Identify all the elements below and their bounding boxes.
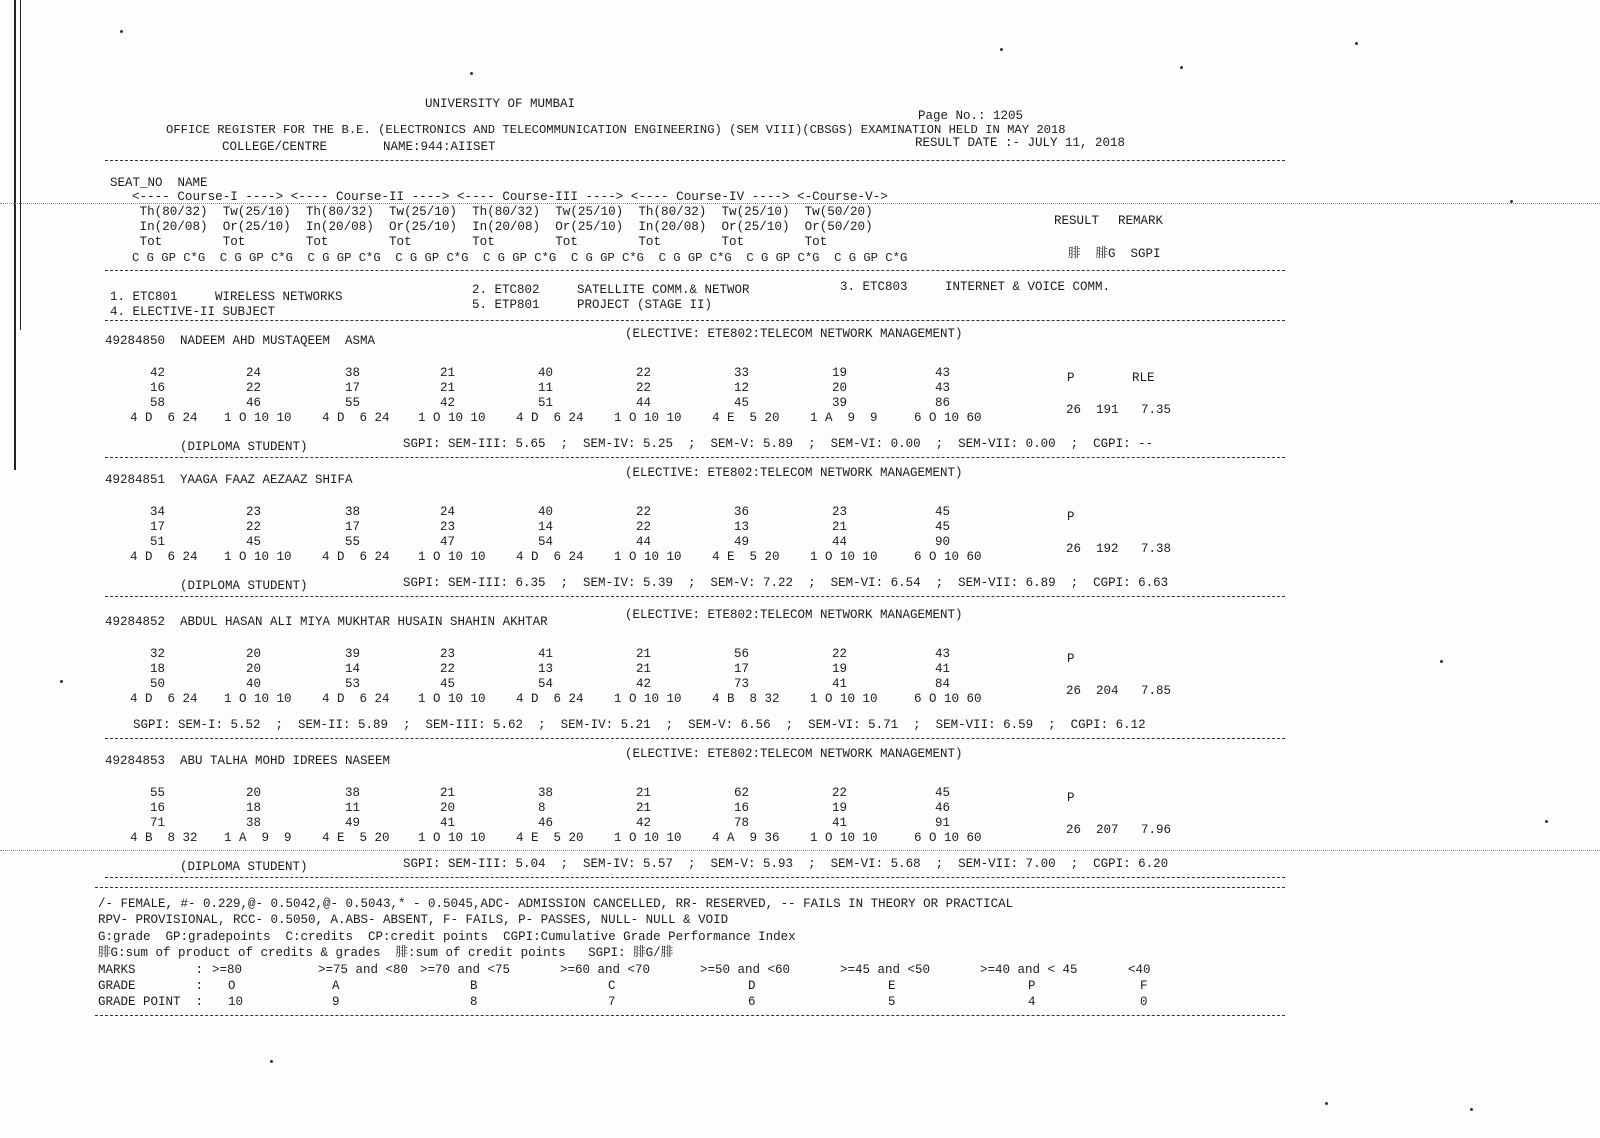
- mark-cell: 91: [935, 816, 951, 830]
- mark-cell: 34: [150, 505, 166, 519]
- grade-cell: 1 O 10 10: [614, 692, 682, 706]
- mark-cell: 20: [246, 647, 262, 661]
- grade-cell: 6 O 10 60: [914, 411, 982, 425]
- scan-speck: [1470, 1108, 1473, 1111]
- mark-cell: 17: [734, 662, 750, 676]
- mark-cell: 21: [832, 520, 848, 534]
- mark-cell: 62: [734, 786, 750, 800]
- mark-cell: 19: [832, 662, 848, 676]
- college-name: NAME:944:AIISET: [383, 140, 496, 154]
- legend-marks-cell: >=70 and <75: [420, 963, 511, 977]
- student-sgpi: SGPI: SEM-I: 5.52 ; SEM-II: 5.89 ; SEM-III: 5.62 ; SEM-IV: 5.21 ; SEM-V: 6.56 ; SEM-VI: 5.71 ; SEM-VII: 6.59 ; CGPI: 6.12: [133, 718, 1146, 732]
- mark-cell: 40: [538, 505, 554, 519]
- grade-cell: 1 O 10 10: [614, 411, 682, 425]
- student-seat-name: 49284851 YAAGA FAAZ AEZAAZ SHIFA: [105, 473, 353, 487]
- mark-cell: 84: [935, 677, 951, 691]
- scan-speck: [1180, 66, 1183, 69]
- sum-header: 腓 腓G SGPI: [1068, 247, 1161, 261]
- seat-name-header: SEAT_NO NAME: [110, 176, 208, 190]
- legend-grades-cell: P: [1028, 979, 1036, 993]
- remark-header: REMARK: [1118, 214, 1164, 228]
- mark-cell: 49: [345, 816, 361, 830]
- legend-grades-cell: D: [748, 979, 756, 993]
- legend-grades-cell: E: [888, 979, 896, 993]
- mark-cell: 45: [246, 535, 262, 549]
- grade-cell: 1 A 9 9: [224, 831, 292, 845]
- mark-cell: 19: [832, 366, 848, 380]
- legend-points-cell: 10: [228, 995, 244, 1009]
- mark-cell: 21: [440, 366, 456, 380]
- legend-points-cell: 4: [1028, 995, 1036, 1009]
- mark-cell: 40: [538, 366, 554, 380]
- mark-cell: 90: [935, 535, 951, 549]
- column-header-row-3: Tot Tot Tot Tot Tot Tot Tot Tot Tot: [132, 235, 828, 249]
- mark-cell: 42: [636, 677, 652, 691]
- mark-cell: 20: [440, 801, 456, 815]
- grade-cell: 4 D 6 24: [130, 411, 198, 425]
- mark-cell: 50: [150, 677, 166, 691]
- legend-points-cell: 0: [1140, 995, 1148, 1009]
- scan-speck: [270, 1060, 273, 1063]
- subject-5: 5. ETP801 PROJECT (STAGE II): [472, 298, 713, 312]
- mark-cell: 36: [734, 505, 750, 519]
- mark-cell: 46: [935, 801, 951, 815]
- grade-cell: 1 O 10 10: [810, 550, 878, 564]
- mark-cell: 24: [246, 366, 262, 380]
- mark-cell: 86: [935, 396, 951, 410]
- mark-cell: 51: [538, 396, 554, 410]
- grade-cell: 1 O 10 10: [810, 831, 878, 845]
- mark-cell: 21: [636, 647, 652, 661]
- mark-cell: 22: [440, 662, 456, 676]
- mark-cell: 16: [150, 801, 166, 815]
- mark-cell: 44: [636, 535, 652, 549]
- student-type: (DIPLOMA STUDENT): [180, 579, 308, 593]
- grade-cell: 1 O 10 10: [418, 831, 486, 845]
- student-elective: (ELECTIVE: ETE802:TELECOM NETWORK MANAGEMENT): [625, 747, 963, 761]
- student-totals: 26 191 7.35: [1066, 403, 1172, 417]
- mark-cell: 22: [832, 786, 848, 800]
- mark-cell: 21: [636, 801, 652, 815]
- scan-speck: [470, 72, 473, 75]
- legend-grades-cell: B: [470, 979, 478, 993]
- mark-cell: 21: [440, 786, 456, 800]
- page-number: Page No.: 1205: [918, 109, 1024, 123]
- grade-cell: 4 B 8 32: [712, 692, 780, 706]
- grade-cell: 1 O 10 10: [418, 550, 486, 564]
- student-seat-name: 49284853 ABU TALHA MOHD IDREES NASEEM: [105, 754, 391, 768]
- mark-cell: 45: [935, 505, 951, 519]
- mark-cell: 33: [734, 366, 750, 380]
- subject-1: 1. ETC801 WIRELESS NETWORKS: [110, 290, 343, 304]
- legend-grades-cell: F: [1140, 979, 1148, 993]
- grade-cell: 4 D 6 24: [322, 692, 390, 706]
- divider: [105, 877, 1285, 878]
- legend-marks-cell: >=50 and <60: [700, 963, 791, 977]
- mark-cell: 42: [636, 816, 652, 830]
- mark-cell: 24: [440, 505, 456, 519]
- mark-cell: 47: [440, 535, 456, 549]
- mark-cell: 55: [345, 396, 361, 410]
- mark-cell: 42: [440, 396, 456, 410]
- mark-cell: 22: [636, 505, 652, 519]
- grade-cell: 1 O 10 10: [224, 411, 292, 425]
- grade-cell: 1 O 10 10: [614, 831, 682, 845]
- legend-marks-cell: <40: [1128, 963, 1151, 977]
- grade-cell: 4 D 6 24: [130, 692, 198, 706]
- university-title: UNIVERSITY OF MUMBAI: [425, 97, 576, 111]
- scan-edge-line: [14, 0, 16, 470]
- mark-cell: 78: [734, 816, 750, 830]
- legend-points-cell: 8: [470, 995, 478, 1009]
- grade-cell: 6 O 10 60: [914, 692, 982, 706]
- mark-cell: 45: [935, 520, 951, 534]
- mark-cell: 21: [636, 662, 652, 676]
- mark-cell: 56: [734, 647, 750, 661]
- mark-cell: 41: [440, 816, 456, 830]
- mark-cell: 22: [636, 366, 652, 380]
- mark-cell: 11: [345, 801, 361, 815]
- divider: [95, 887, 1285, 888]
- student-remark: RLE: [1132, 371, 1155, 385]
- mark-cell: 51: [150, 535, 166, 549]
- divider: [105, 457, 1285, 458]
- student-seat-name: 49284850 NADEEM AHD MUSTAQEEM ASMA: [105, 334, 376, 348]
- column-header-row-2: In(20/08) Or(25/10) In(20/08) Or(25/10) In(20/08) Or(25/10) In(20/08) Or(25/10) Or(50/20): [132, 220, 873, 234]
- mark-cell: 38: [345, 505, 361, 519]
- mark-cell: 18: [150, 662, 166, 676]
- grade-cell: 4 B 8 32: [130, 831, 198, 845]
- grade-cell: 4 D 6 24: [322, 550, 390, 564]
- student-totals: 26 204 7.85: [1066, 684, 1172, 698]
- mark-cell: 39: [345, 647, 361, 661]
- mark-cell: 22: [636, 520, 652, 534]
- student-elective: (ELECTIVE: ETE802:TELECOM NETWORK MANAGEMENT): [625, 608, 963, 622]
- legend-points-cell: 7: [608, 995, 616, 1009]
- scan-speck: [1510, 200, 1513, 203]
- mark-cell: 38: [345, 786, 361, 800]
- grade-cell: 1 O 10 10: [418, 411, 486, 425]
- grade-cell: 4 A 9 36: [712, 831, 780, 845]
- student-seat-name: 49284852 ABDUL HASAN ALI MIYA MUKHTAR HUSAIN SHAHIN AKHTAR: [105, 615, 548, 629]
- mark-cell: 73: [734, 677, 750, 691]
- mark-cell: 22: [636, 381, 652, 395]
- subject-4: 4. ELECTIVE-II SUBJECT: [110, 305, 276, 319]
- mark-cell: 42: [150, 366, 166, 380]
- mark-cell: 22: [246, 381, 262, 395]
- grade-cell: 4 D 6 24: [516, 692, 584, 706]
- mark-cell: 44: [636, 396, 652, 410]
- grade-cell: 4 D 6 24: [130, 550, 198, 564]
- result-date: RESULT DATE :- JULY 11, 2018: [915, 136, 1126, 150]
- grade-cell: 1 O 10 10: [614, 550, 682, 564]
- grade-cell: 4 D 6 24: [516, 550, 584, 564]
- column-header-row-4: C G GP C*G C G GP C*G C G GP C*G C G GP C*G C G GP C*G C G GP C*G C G GP C*G C G GP C*G C G GP C*G: [132, 251, 908, 265]
- legend-marks-cell: >=60 and <70: [560, 963, 651, 977]
- mark-cell: 20: [832, 381, 848, 395]
- grade-point-label: GRADE POINT :: [98, 995, 204, 1009]
- student-totals: 26 192 7.38: [1066, 542, 1172, 556]
- scan-speck: [1000, 48, 1003, 51]
- mark-cell: 54: [538, 535, 554, 549]
- legend-grades-cell: C: [608, 979, 616, 993]
- mark-cell: 16: [734, 801, 750, 815]
- scan-edge-line: [20, 0, 21, 330]
- legend-marks-cell: >=75 and <80: [318, 963, 409, 977]
- mark-cell: 41: [538, 647, 554, 661]
- mark-cell: 45: [734, 396, 750, 410]
- scan-speck: [1440, 660, 1443, 663]
- mark-cell: 16: [150, 381, 166, 395]
- grade-cell: 4 E 5 20: [712, 550, 780, 564]
- grade-cell: 4 D 6 24: [322, 411, 390, 425]
- mark-cell: 20: [246, 662, 262, 676]
- student-type: (DIPLOMA STUDENT): [180, 440, 308, 454]
- legend-grades-cell: O: [228, 979, 236, 993]
- mark-cell: 20: [246, 786, 262, 800]
- mark-cell: 44: [832, 535, 848, 549]
- mark-cell: 22: [246, 520, 262, 534]
- marks-label: MARKS :: [98, 963, 204, 977]
- legend-points-cell: 5: [888, 995, 896, 1009]
- mark-cell: 46: [246, 396, 262, 410]
- grade-cell: 1 O 10 10: [810, 692, 878, 706]
- student-result: P: [1067, 371, 1075, 385]
- mark-cell: 40: [246, 677, 262, 691]
- grade-cell: 1 O 10 10: [418, 692, 486, 706]
- mark-cell: 55: [345, 535, 361, 549]
- mark-cell: 14: [345, 662, 361, 676]
- student-sgpi: SGPI: SEM-III: 5.65 ; SEM-IV: 5.25 ; SEM-V: 5.89 ; SEM-VI: 0.00 ; SEM-VII: 0.00 ; CGPI: --: [403, 437, 1154, 451]
- mark-cell: 17: [345, 520, 361, 534]
- divider: [105, 738, 1285, 739]
- mark-cell: 45: [440, 677, 456, 691]
- mark-cell: 46: [538, 816, 554, 830]
- scan-speck: [120, 30, 123, 33]
- scan-speck: [1325, 1102, 1328, 1105]
- register-title: OFFICE REGISTER FOR THE B.E. (ELECTRONICS AND TELECOMMUNICATION ENGINEERING) (SEM VIII)(CBSGS) EXAMINATION HELD IN MAY 2018: [166, 123, 1066, 137]
- mark-cell: 55: [150, 786, 166, 800]
- legend-grades-cell: A: [332, 979, 340, 993]
- scan-speck: [1545, 820, 1548, 823]
- scan-speck: [60, 680, 63, 683]
- mark-cell: 17: [150, 520, 166, 534]
- mark-cell: 13: [538, 662, 554, 676]
- grade-cell: 6 O 10 60: [914, 550, 982, 564]
- divider: [105, 596, 1285, 597]
- mark-cell: 23: [440, 647, 456, 661]
- result-header: RESULT: [1054, 214, 1100, 228]
- scan-artifact-line: [0, 850, 1600, 851]
- mark-cell: 22: [832, 647, 848, 661]
- mark-cell: 38: [538, 786, 554, 800]
- divider: [105, 270, 1285, 271]
- mark-cell: 21: [440, 381, 456, 395]
- legend-line-2: RPV- PROVISIONAL, RCC- 0.5050, A.ABS- ABSENT, F- FAILS, P- PASSES, NULL- NULL & VOID: [98, 913, 729, 927]
- grade-cell: 1 O 10 10: [224, 692, 292, 706]
- grade-label: GRADE :: [98, 979, 204, 993]
- mark-cell: 14: [538, 520, 554, 534]
- mark-cell: 23: [832, 505, 848, 519]
- mark-cell: 21: [636, 786, 652, 800]
- legend-points-cell: 6: [748, 995, 756, 1009]
- mark-cell: 49: [734, 535, 750, 549]
- grade-cell: 1 O 10 10: [224, 550, 292, 564]
- mark-cell: 38: [345, 366, 361, 380]
- student-elective: (ELECTIVE: ETE802:TELECOM NETWORK MANAGEMENT): [625, 327, 963, 341]
- student-result: P: [1067, 510, 1075, 524]
- college-label: COLLEGE/CENTRE: [222, 140, 328, 154]
- mark-cell: 41: [832, 816, 848, 830]
- student-type: (DIPLOMA STUDENT): [180, 860, 308, 874]
- mark-cell: 43: [935, 381, 951, 395]
- legend-marks-cell: >=40 and < 45: [980, 963, 1078, 977]
- mark-cell: 38: [246, 816, 262, 830]
- student-sgpi: SGPI: SEM-III: 5.04 ; SEM-IV: 5.57 ; SEM-V: 5.93 ; SEM-VI: 5.68 ; SEM-VII: 7.00 ; CGPI: 6.20: [403, 857, 1169, 871]
- subject-2: 2. ETC802 SATELLITE COMM.& NETWOR: [472, 283, 750, 297]
- mark-cell: 39: [832, 396, 848, 410]
- scan-speck: [1355, 42, 1358, 45]
- mark-cell: 32: [150, 647, 166, 661]
- legend-points-cell: 9: [332, 995, 340, 1009]
- mark-cell: 17: [345, 381, 361, 395]
- grade-cell: 4 E 5 20: [322, 831, 390, 845]
- mark-cell: 43: [935, 366, 951, 380]
- grade-cell: 4 D 6 24: [516, 411, 584, 425]
- mark-cell: 23: [246, 505, 262, 519]
- mark-cell: 11: [538, 381, 554, 395]
- divider: [105, 320, 1285, 321]
- mark-cell: 54: [538, 677, 554, 691]
- mark-cell: 23: [440, 520, 456, 534]
- legend-marks-cell: >=80: [212, 963, 243, 977]
- mark-cell: 71: [150, 816, 166, 830]
- mark-cell: 43: [935, 647, 951, 661]
- student-totals: 26 207 7.96: [1066, 823, 1172, 837]
- course-header-row: <---- Course-I ----> <---- Course-II ----> <---- Course-III ----> <---- Course-IV ----> <-Course-V->: [132, 190, 888, 204]
- student-elective: (ELECTIVE: ETE802:TELECOM NETWORK MANAGEMENT): [625, 466, 963, 480]
- mark-cell: 53: [345, 677, 361, 691]
- student-result: P: [1067, 791, 1075, 805]
- grade-cell: 6 O 10 60: [914, 831, 982, 845]
- subject-3: 3. ETC803 INTERNET & VOICE COMM.: [840, 280, 1111, 294]
- divider: [105, 160, 1285, 161]
- mark-cell: 8: [538, 801, 546, 815]
- mark-cell: 41: [935, 662, 951, 676]
- mark-cell: 12: [734, 381, 750, 395]
- legend-line-1: /- FEMALE, #- 0.229,@- 0.5042,@- 0.5043,* - 0.5045,ADC- ADMISSION CANCELLED, RR- RESERVED, -- FAILS IN THEORY OR PRACTICAL: [98, 897, 1014, 911]
- mark-cell: 18: [246, 801, 262, 815]
- legend-line-4: 腓G:sum of product of credits & grades 腓:sum of credit points SGPI: 腓G/腓: [98, 946, 674, 960]
- divider: [95, 1015, 1285, 1016]
- grade-cell: 4 E 5 20: [516, 831, 584, 845]
- mark-cell: 19: [832, 801, 848, 815]
- grade-cell: 4 E 5 20: [712, 411, 780, 425]
- student-sgpi: SGPI: SEM-III: 6.35 ; SEM-IV: 5.39 ; SEM-V: 7.22 ; SEM-VI: 6.54 ; SEM-VII: 6.89 ; CGPI: 6.63: [403, 576, 1169, 590]
- column-header-row-1: Th(80/32) Tw(25/10) Th(80/32) Tw(25/10) Th(80/32) Tw(25/10) Th(80/32) Tw(25/10) Tw(50/20): [132, 205, 873, 219]
- student-result: P: [1067, 652, 1075, 666]
- mark-cell: 13: [734, 520, 750, 534]
- grade-cell: 1 A 9 9: [810, 411, 878, 425]
- legend-marks-cell: >=45 and <50: [840, 963, 931, 977]
- mark-cell: 45: [935, 786, 951, 800]
- mark-cell: 41: [832, 677, 848, 691]
- legend-line-3: G:grade GP:gradepoints C:credits CP:credit points CGPI:Cumulative Grade Performance Index: [98, 930, 796, 944]
- mark-cell: 58: [150, 396, 166, 410]
